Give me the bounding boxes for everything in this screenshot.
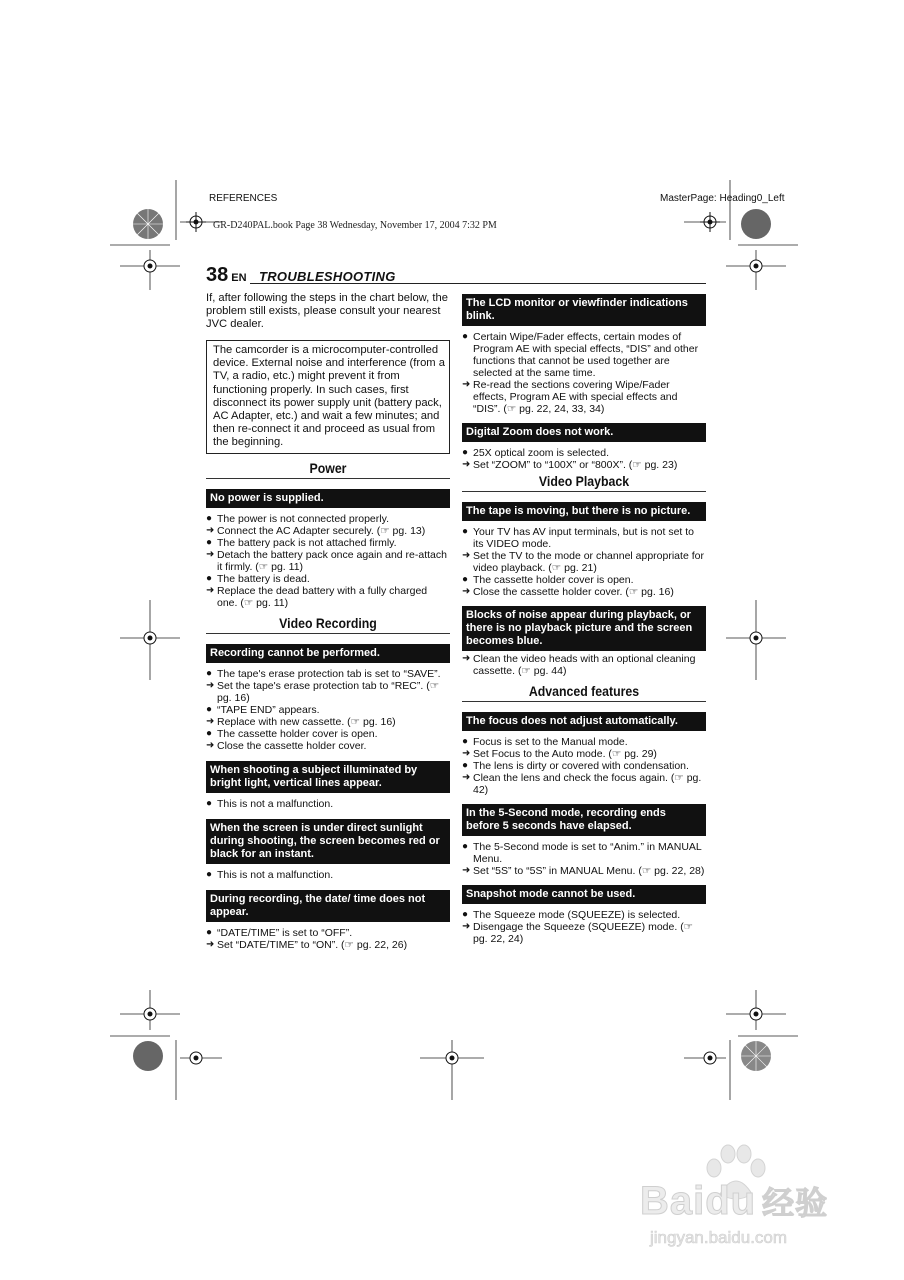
cause-item	[206, 537, 450, 549]
bullet-icon: ●	[206, 926, 213, 938]
section-rule	[462, 491, 706, 492]
item-text: “DATE/TIME” is set to “OFF”.	[217, 926, 353, 939]
item-text: Clean the video heads with an optional cleaning cassette. (☞ pg. 44)	[473, 653, 696, 677]
answer-list	[462, 736, 706, 796]
solution-item	[462, 772, 706, 796]
answer-list	[206, 798, 450, 810]
item-text: 25X optical zoom is selected.	[473, 447, 609, 459]
item-text: Clean the lens and check the focus again. (☞ pg. 42)	[473, 772, 702, 796]
item-text: The cassette holder cover is open.	[217, 727, 378, 740]
solution-item	[462, 586, 706, 598]
item-text: Your TV has AV input terminals, but is not set to its VIDEO mode.	[473, 526, 695, 550]
left-column	[206, 292, 450, 951]
solution-item	[206, 716, 450, 728]
section-heading-video-recording: Video Recording	[279, 614, 377, 631]
section-rule	[206, 478, 450, 479]
arrow-icon: ➜	[462, 653, 471, 664]
bullet-icon: ●	[462, 841, 469, 852]
bullet-icon: ●	[206, 536, 213, 548]
cause-item	[462, 526, 706, 550]
arrow-icon: ➜	[462, 459, 471, 470]
question-bar: Snapshot mode cannot be used.	[462, 885, 706, 904]
book-info-line: GR-D240PAL.book Page 38 Wednesday, November 17, 2004 7:32 PM	[213, 220, 497, 231]
question-bar: No power is supplied.	[206, 489, 450, 508]
baidu-watermark	[640, 1160, 880, 1250]
answer-list	[462, 526, 706, 598]
item-text: Set “ZOOM” to “100X” or “800X”. (☞ pg. 23)	[473, 459, 678, 471]
cause-item	[462, 574, 706, 586]
arrow-icon: ➜	[462, 865, 471, 876]
arrow-icon: ➜	[462, 379, 471, 390]
bullet-icon: ●	[206, 797, 213, 809]
solution-item	[206, 549, 450, 573]
item-text: Detach the battery pack once again and re-attach it firmly. (☞ pg. 11)	[217, 548, 447, 573]
arrow-icon: ➜	[206, 524, 215, 536]
section-rule	[462, 701, 706, 702]
item-text: The 5-Second mode is set to “Anim.” in MANUAL Menu.	[473, 841, 702, 865]
item-text: Replace the dead battery with a fully charged one. (☞ pg. 11)	[217, 584, 428, 609]
answer-list	[462, 653, 706, 677]
answer-list	[462, 909, 706, 945]
page-number: 38	[206, 264, 229, 286]
watermark-brand: Baidu 经验	[640, 1179, 829, 1223]
item-text: Close the cassette holder cover.	[217, 739, 367, 752]
solution-item	[206, 680, 450, 704]
question-bar: The LCD monitor or viewfinder indications blink.	[462, 294, 706, 326]
question-bar: When shooting a subject illuminated by bright light, vertical lines appear.	[206, 761, 450, 793]
question-bar: Recording cannot be performed.	[206, 644, 450, 663]
arrow-icon: ➜	[462, 748, 471, 759]
answer-list	[462, 447, 706, 471]
arrow-icon: ➜	[206, 584, 215, 596]
right-column	[462, 294, 706, 945]
bullet-icon: ●	[462, 574, 469, 585]
answer-list	[206, 927, 450, 951]
arrow-icon: ➜	[206, 548, 215, 560]
solution-item	[462, 459, 706, 471]
references-label: REFERENCES	[209, 193, 278, 204]
arrow-icon: ➜	[462, 550, 471, 561]
solution-item	[462, 379, 706, 415]
cause-item	[206, 513, 450, 525]
item-text: Set Focus to the Auto mode. (☞ pg. 29)	[473, 748, 657, 760]
item-text: Set the TV to the mode or channel appropriate for video playback. (☞ pg. 21)	[473, 550, 704, 574]
cause-item	[206, 668, 450, 680]
solution-item	[206, 939, 450, 951]
answer-list	[462, 331, 706, 415]
question-bar: During recording, the date/ time does not appear.	[206, 890, 450, 922]
cause-item	[462, 841, 706, 865]
bullet-icon: ●	[462, 760, 469, 771]
item-text: The cassette holder cover is open.	[473, 574, 634, 586]
item-text: Connect the AC Adapter securely. (☞ pg. 13)	[217, 524, 426, 537]
question-bar: Blocks of noise appear during playback, or there is no playback picture and the screen becomes blue.	[462, 606, 706, 651]
item-text: Close the cassette holder cover. (☞ pg. 16)	[473, 586, 674, 598]
item-text: “TAPE END” appears.	[217, 703, 320, 716]
item-text: This is not a malfunction.	[217, 797, 334, 810]
item-text: Certain Wipe/Fader effects, certain modes of Program AE with special effects, “DIS” and other functions that cannot be used together are selected at the same time.	[473, 331, 699, 379]
solution-item	[206, 585, 450, 609]
item-text: Set “DATE/TIME” to “ON”. (☞ pg. 22, 26)	[217, 938, 408, 951]
section-heading-video-playback: Video Playback	[538, 473, 630, 489]
solution-item	[462, 748, 706, 760]
item-text: The lens is dirty or covered with condensation.	[473, 760, 689, 772]
masterpage-label: MasterPage: Heading0_Left	[660, 193, 785, 204]
arrow-icon: ➜	[462, 586, 471, 597]
solution-item	[206, 525, 450, 537]
bullet-icon: ●	[462, 909, 469, 920]
answer-list	[206, 668, 450, 752]
bullet-icon: ●	[206, 512, 213, 524]
cause-item	[206, 927, 450, 939]
item-text: The Squeeze mode (SQUEEZE) is selected.	[473, 909, 681, 921]
cause-item	[206, 798, 450, 810]
cause-item	[462, 331, 706, 379]
answer-list	[206, 869, 450, 881]
section-heading-power: Power	[309, 459, 347, 476]
item-text: Replace with new cassette. (☞ pg. 16)	[217, 715, 396, 728]
arrow-icon: ➜	[206, 715, 215, 727]
solution-item	[206, 740, 450, 752]
bullet-icon: ●	[462, 526, 469, 537]
solution-item	[462, 921, 706, 945]
solution-item	[462, 865, 706, 877]
item-text: The tape's erase protection tab is set to “SAVE”.	[217, 667, 441, 680]
question-bar: In the 5-Second mode, recording ends before 5 seconds have elapsed.	[462, 804, 706, 836]
solution-item	[462, 550, 706, 574]
arrow-icon: ➜	[462, 772, 471, 783]
arrow-icon: ➜	[206, 739, 215, 751]
page-title: TROUBLESHOOTING	[258, 269, 396, 284]
bullet-icon: ●	[462, 736, 469, 747]
cause-item	[462, 909, 706, 921]
section-rule	[206, 633, 450, 634]
bullet-icon: ●	[206, 703, 213, 715]
intro-paragraph: If, after following the steps in the chart below, the problem still exists, please consult your nearest JVC dealer.	[206, 292, 448, 330]
item-text: The power is not connected properly.	[217, 512, 389, 525]
item-text: Re-read the sections covering Wipe/Fader effects, Program AE with special effects and “DIS”. (☞ pg. 22, 24, 33, 34)	[473, 379, 678, 415]
item-text: This is not a malfunction.	[217, 868, 334, 881]
cause-item	[462, 736, 706, 748]
cause-item	[206, 728, 450, 740]
item-text: Focus is set to the Manual mode.	[473, 736, 628, 748]
section-heading-advanced-features: Advanced features	[528, 683, 640, 699]
item-text: The battery pack is not attached firmly.	[217, 536, 397, 549]
language-code: EN	[231, 272, 247, 284]
question-bar: The focus does not adjust automatically.	[462, 712, 706, 731]
cause-item	[462, 447, 706, 459]
bullet-icon: ●	[206, 868, 213, 880]
item-text: Disengage the Squeeze (SQUEEZE) mode. (☞ pg. 22, 24)	[473, 921, 694, 945]
bullet-icon: ●	[462, 447, 469, 458]
item-text: Set the tape's erase protection tab to “REC”. (☞ pg. 16)	[217, 679, 440, 704]
bullet-icon: ●	[206, 667, 213, 679]
bullet-icon: ●	[206, 727, 213, 739]
cause-item	[206, 869, 450, 881]
question-bar: When the screen is under direct sunlight during shooting, the screen becomes red or black for an instant.	[206, 819, 450, 864]
solution-item	[462, 653, 706, 677]
cause-item	[206, 573, 450, 585]
note-box: The camcorder is a microcomputer-controlled device. External noise and interference (from a TV, a radio, etc.) might prevent it from functioning properly. In such cases, first disconnect its power supply unit (battery pack, AC Adapter, etc.) and wait a few minutes; and then re-connect it and proceed as usual from the beginning.	[206, 340, 450, 454]
bullet-icon: ●	[206, 572, 213, 584]
question-bar: The tape is moving, but there is no picture.	[462, 502, 706, 521]
cause-item	[206, 704, 450, 716]
arrow-icon: ➜	[206, 679, 215, 691]
answer-list	[462, 841, 706, 877]
title-rule	[250, 283, 706, 284]
item-text: Set “5S” to “5S” in MANUAL Menu. (☞ pg. 22, 28)	[473, 865, 705, 877]
item-text: The battery is dead.	[217, 572, 310, 585]
watermark-url: jingyan.baidu.com	[650, 1228, 788, 1247]
arrow-icon: ➜	[206, 938, 215, 950]
arrow-icon: ➜	[462, 921, 471, 932]
bullet-icon: ●	[462, 331, 469, 342]
answer-list	[206, 513, 450, 609]
question-bar: Digital Zoom does not work.	[462, 423, 706, 442]
cause-item	[462, 760, 706, 772]
